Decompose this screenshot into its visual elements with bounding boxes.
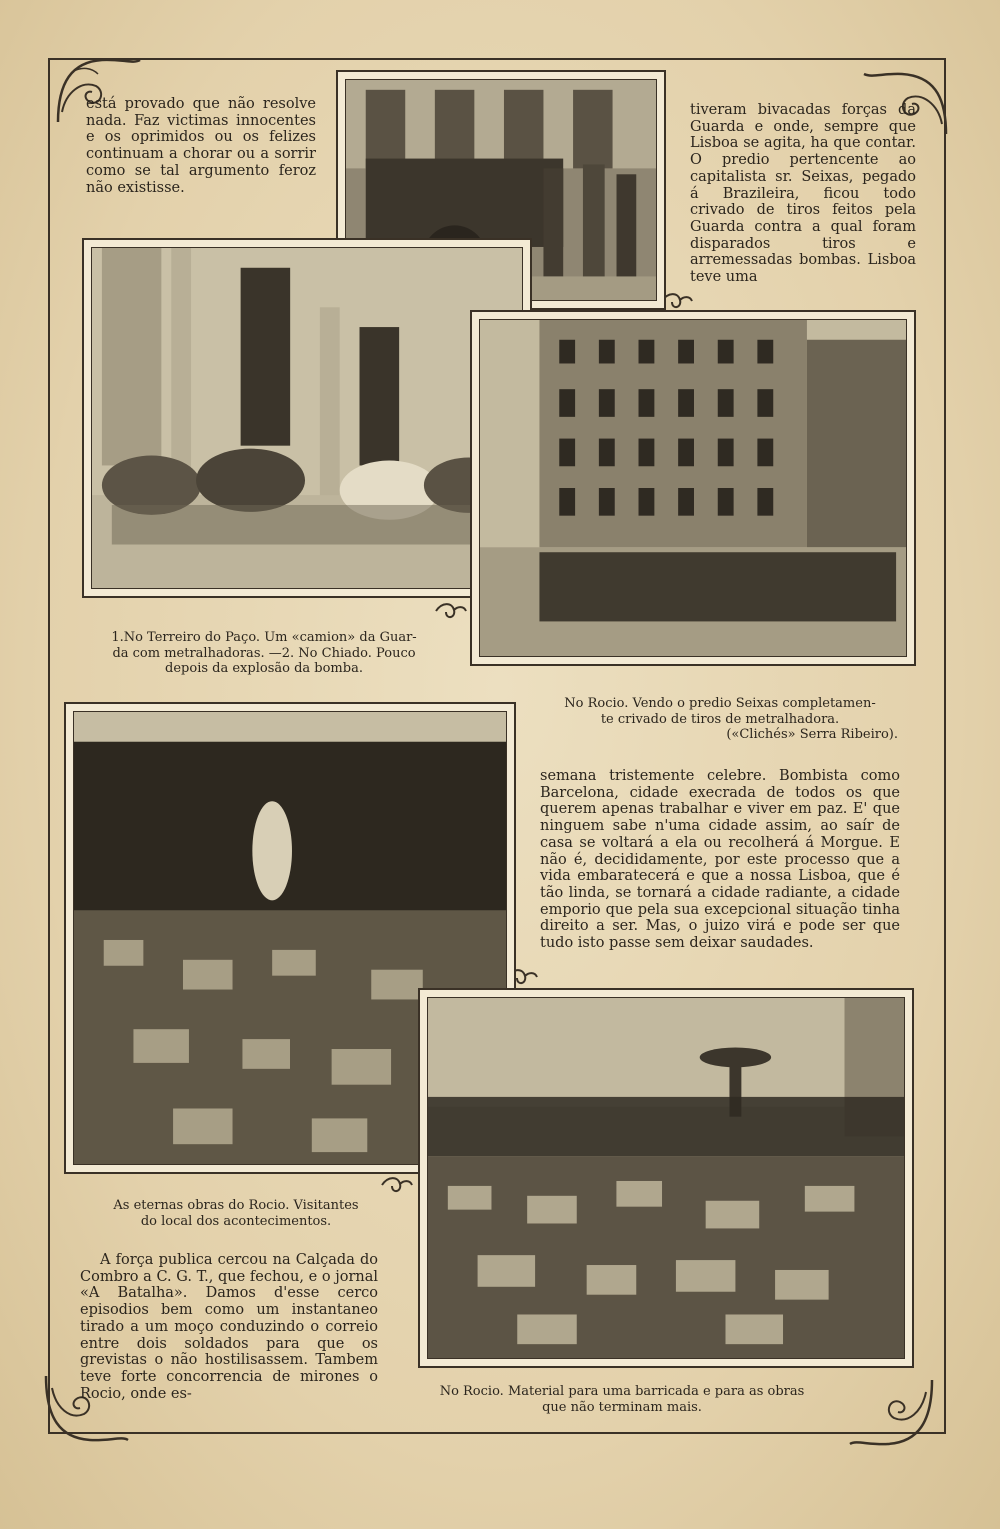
photo-terreiro-do-paco bbox=[82, 238, 532, 598]
article-text-right-top: tiveram bivacadas forças da Guarda e onde, sempre que Lisboa se agita, ha que contar. O predio pertencente ao capitalista sr. Seixas, pegado á Brazileira, ficou todo crivado de tiros feitos pela Guarda contra a qual foram disparados tiros e arremessadas bombas. Lisboa teve uma bbox=[690, 102, 916, 286]
caption-terreiro-chiado: 1.No Terreiro do Paço. Um «camion» da Guar- da com metralhadoras. —2. No Chiado. Pouco depois da explosão da bomba. bbox=[111, 630, 417, 676]
caption-barricada: No Rocio. Material para uma barricada e para as obras que não terminam mais. bbox=[439, 1384, 805, 1415]
caption-rocio-seixas: No Rocio. Vendo o predio Seixas completamen- te crivado de tiros de metralhadora. («Clichés» Serra Ribeiro). bbox=[564, 696, 898, 742]
photo-rocio-barricada bbox=[418, 988, 914, 1368]
ornament-scroll bbox=[434, 600, 468, 622]
photo-rocio-predio-seixas bbox=[470, 310, 916, 666]
article-text-left-bottom: A força publica cercou na Calçada do Combro a C. G. T., que fechou, e o jornal «A Batalha». Damos d'esse cerco episodios bem como um instantaneo tirado a um moço conduzindo o correio entre dois soldados para que os grevistas o não hostilisassem. Tambem teve forte concorrencia de mirones o Rocio, onde es- bbox=[80, 1252, 378, 1402]
ornament-scroll bbox=[380, 1174, 414, 1196]
article-text-left-top: está provado que não resolve nada. Faz victimas innocentes e os oprimidos ou os felizes continuam a chorar ou a sorrir como se tal argumento feroz não existisse. bbox=[86, 96, 316, 196]
article-text-right-middle: semana tristemente celebre. Bombista como Barcelona, cidade execrada de todos os que querem apenas trabalhar e viver em paz. E' que ninguem sabe n'uma cidade assim, ao saír de casa se voltará a ela ou recolherá á Morgue. E não é, decididamente, por este processo que a vida embaratecerá e que a nossa Lisboa, que é tão linda, se tornará a cidade radiante, a cidade emporio que pela sua excepcional situação tinha direito a ser. Mas, o juizo virá e pode ser que tudo isto passe sem deixar saudades. bbox=[540, 768, 900, 952]
corner-ornament-bottom-right bbox=[848, 1372, 938, 1452]
caption-eternas-obras: As eternas obras do Rocio. Visitantes do local dos acontecimentos. bbox=[113, 1198, 359, 1229]
